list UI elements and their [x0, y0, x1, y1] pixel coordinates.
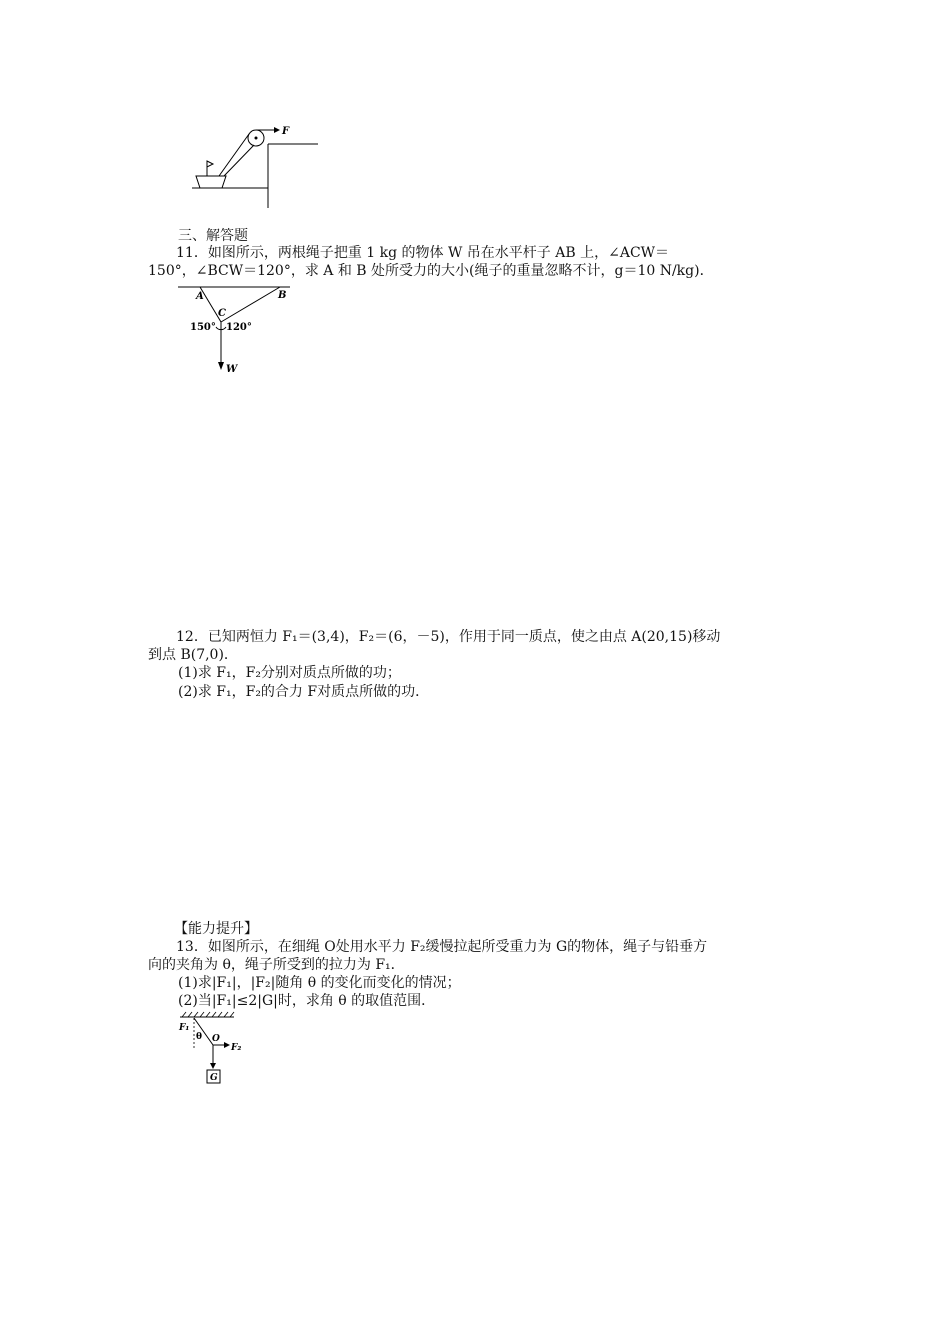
label-f2: F₂ — [231, 1043, 242, 1053]
question-11-line1: 11．如图所示，两根绳子把重 1 kg 的物体 W 吊在水平杆子 AB 上，∠ACW＝ — [176, 245, 670, 261]
force-label-f: F — [282, 126, 290, 137]
angle-150: 150° — [190, 322, 216, 333]
question-13-part1: (1)求|F₁|，|F₂|随角 θ 的变化而变化的情况； — [178, 975, 461, 991]
section-title: 三、解答题 — [178, 228, 248, 244]
label-w: W — [226, 364, 238, 375]
question-12-line2: 到点 B(7,0)． — [148, 647, 238, 663]
ability-header: 【能力提升】 — [174, 921, 258, 937]
angle-120: 120° — [226, 322, 252, 333]
boat-pulley-figure — [188, 120, 323, 212]
label-theta: θ — [196, 1032, 203, 1042]
hanging-weight-figure — [178, 284, 298, 376]
question-13-line2: 向的夹角为 θ，绳子所受到的拉力为 F₁． — [148, 957, 405, 973]
label-f1: F₁ — [179, 1023, 190, 1033]
question-13-line1: 13．如图所示，在细绳 O处用水平力 F₂缓慢拉起所受重力为 G的物体，绳子与铅垂方 — [176, 939, 708, 955]
question-11-line2: 150°，∠BCW＝120°，求 A 和 B 处所受力的大小(绳子的重量忽略不计，g＝10 N/kg)． — [148, 263, 714, 279]
rope-angle-figure — [176, 1010, 246, 1090]
label-b: B — [278, 290, 287, 301]
label-c: C — [218, 308, 226, 319]
label-g: G — [210, 1073, 218, 1083]
question-12-line1: 12．已知两恒力 F₁＝(3,4)，F₂＝(6，－5)，作用于同一质点，使之由点 A(20,15)移动 — [176, 629, 721, 645]
question-13-part2: (2)当|F₁|≤2|G|时，求角 θ 的取值范围． — [178, 993, 436, 1009]
label-o: O — [212, 1034, 220, 1044]
question-12-part2: (2)求 F₁，F₂的合力 F对质点所做的功． — [178, 684, 430, 700]
label-a: A — [196, 291, 204, 302]
question-12-part1: (1)求 F₁，F₂分别对质点所做的功； — [178, 665, 401, 681]
